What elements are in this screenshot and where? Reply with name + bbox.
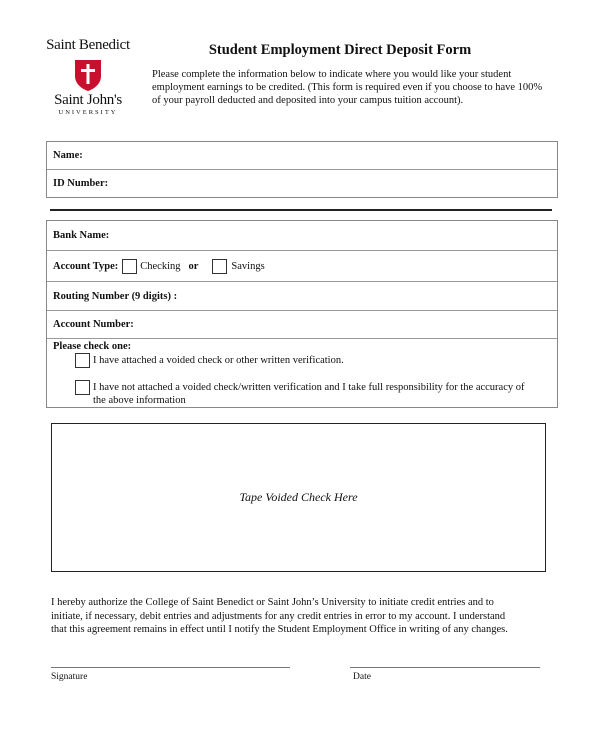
tape-voided-check-area bbox=[51, 423, 546, 572]
check-one-label: Please check one: bbox=[53, 341, 132, 352]
no-voided-check-checkbox[interactable] bbox=[75, 380, 90, 395]
voided-check-attached-label: I have attached a voided check or other written verification. bbox=[93, 355, 344, 366]
bank-info-section bbox=[46, 220, 558, 408]
or-label: or bbox=[188, 260, 199, 272]
id-number-row[interactable] bbox=[47, 170, 557, 197]
date-label: Date bbox=[353, 672, 371, 682]
account-type-row bbox=[47, 251, 557, 282]
date-line[interactable] bbox=[350, 667, 540, 668]
no-voided-check-label-line2: the above information bbox=[93, 395, 186, 406]
voided-check-attached-checkbox[interactable] bbox=[75, 353, 90, 368]
authorization-line-3: that this agreement remains in effect until I notify the Student Employment Office in writing of any changes. bbox=[51, 624, 508, 635]
signature-line[interactable] bbox=[51, 667, 290, 668]
student-info-section bbox=[46, 141, 558, 198]
logo-saint-benedict: Saint Benedict bbox=[46, 37, 130, 53]
tape-voided-check-label: Tape Voided Check Here bbox=[239, 490, 358, 504]
university-logo bbox=[38, 36, 138, 117]
bank-name-label: Bank Name: bbox=[53, 230, 110, 241]
logo-saint-johns: Saint John's bbox=[54, 92, 122, 108]
section-divider bbox=[50, 209, 552, 211]
form-intro: Please complete the information below to indicate where you would like your student employment earnings to be credited. (This form is required even if you choose to have 100% of your payroll deducted and deposited into your campus tuition account). bbox=[152, 69, 543, 106]
routing-number-label: Routing Number (9 digits) : bbox=[53, 290, 178, 302]
logo-university: UNIVERSITY bbox=[58, 109, 118, 116]
id-number-label: ID Number: bbox=[53, 178, 109, 189]
signature-label: Signature bbox=[51, 672, 88, 682]
form-title: Student Employment Direct Deposit Form bbox=[208, 42, 472, 58]
bank-name-row[interactable] bbox=[47, 221, 557, 251]
checking-label: Checking bbox=[140, 260, 181, 272]
routing-number-row[interactable] bbox=[47, 282, 557, 311]
account-type-label: Account Type: bbox=[53, 260, 119, 272]
authorization-line-1: I hereby authorize the College of Saint Benedict or Saint John’s University to initiate credit entries and to bbox=[51, 597, 494, 608]
savings-checkbox[interactable] bbox=[212, 259, 227, 274]
verification-row bbox=[47, 339, 557, 407]
shield-cross-icon bbox=[73, 58, 103, 92]
no-voided-check-label-line1: I have not attached a voided check/written verification and I take full responsibility for the accuracy of bbox=[93, 382, 525, 393]
authorization-text bbox=[51, 596, 551, 637]
name-row[interactable] bbox=[47, 142, 557, 170]
authorization-line-2: initiate, if necessary, debit entries and adjustments for any credit entries in error to my account. I understand bbox=[51, 610, 506, 622]
account-number-label: Account Number: bbox=[53, 319, 134, 330]
name-label: Name: bbox=[53, 150, 83, 161]
account-number-row[interactable] bbox=[47, 311, 557, 339]
savings-label: Savings bbox=[231, 260, 265, 272]
checking-checkbox[interactable] bbox=[122, 259, 137, 274]
